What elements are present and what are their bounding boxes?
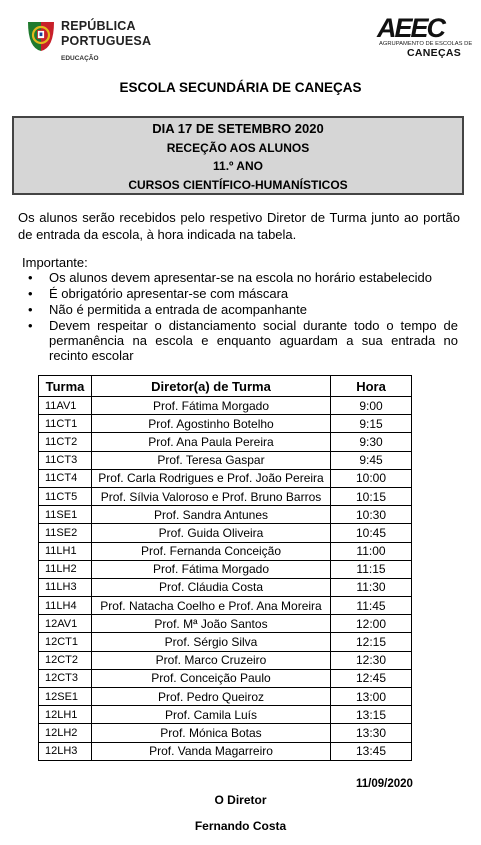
table-row (39, 451, 412, 469)
cell-hora: 12:30 (331, 651, 412, 669)
table-row (39, 597, 412, 615)
cell-turma: 12LH2 (39, 724, 92, 742)
cell-hora: 11:45 (331, 597, 412, 615)
table-row (39, 487, 412, 505)
cell-director: Prof. Marco Cruzeiro (92, 651, 331, 669)
cell-turma: 12LH3 (39, 742, 92, 760)
cell-hora: 9:45 (331, 451, 412, 469)
school-group-logo (373, 13, 473, 59)
cell-turma: 11SE2 (39, 524, 92, 542)
table-row (39, 506, 412, 524)
bullet-icon: • (28, 270, 33, 285)
banner-event: RECEÇÃO AOS ALUNOS (166, 141, 310, 155)
cell-turma: 12CT2 (39, 651, 92, 669)
cell-director: Prof. Conceição Paulo (92, 669, 331, 687)
cell-hora: 12:45 (331, 669, 412, 687)
cell-director: Prof. Fátima Morgado (92, 560, 331, 578)
cell-hora: 13:00 (331, 688, 412, 706)
cell-director: Prof. Cláudia Costa (92, 578, 331, 596)
cell-hora: 13:15 (331, 706, 412, 724)
table-body (39, 397, 412, 761)
cell-turma: 12CT1 (39, 633, 92, 651)
cell-turma: 12AV1 (39, 615, 92, 633)
cell-turma: 11CT3 (39, 451, 92, 469)
cell-director: Prof. Sérgio Silva (92, 633, 331, 651)
rule-text: Devem respeitar o distanciamento social durante todo o tempo de permanência na escola e enquanto aguardam a sua entrada no recinto escolar (49, 318, 458, 363)
cell-turma: 11LH3 (39, 578, 92, 596)
column-header-hora: Hora (331, 376, 412, 397)
banner-date: DIA 17 DE SETEMBRO 2020 (152, 121, 324, 136)
cell-hora: 10:00 (331, 469, 412, 487)
cell-director: Prof. Sílvia Valoroso e Prof. Bruno Barros (92, 487, 331, 505)
table-row (39, 706, 412, 724)
cell-hora: 9:15 (331, 415, 412, 433)
cell-hora: 10:45 (331, 524, 412, 542)
table-row (39, 415, 412, 433)
gov-line-2: PORTUGUESA (61, 34, 152, 48)
cell-hora: 9:30 (331, 433, 412, 451)
table-row (39, 433, 412, 451)
rule-text: Não é permitida a entrada de acompanhante (49, 302, 308, 317)
table-row (39, 633, 412, 651)
rules-list (22, 270, 458, 364)
table-row (39, 669, 412, 687)
republica-portuguesa-logo (26, 16, 166, 66)
cell-director: Prof. Vanda Magarreiro (92, 742, 331, 760)
cell-director: Prof. Teresa Gaspar (92, 451, 331, 469)
column-header-director: Diretor(a) de Turma (92, 376, 331, 397)
signer-name: Fernando Costa (194, 819, 287, 833)
table-row (39, 397, 412, 415)
portuguese-emblem-icon (26, 18, 56, 52)
cell-director: Prof. Camila Luís (92, 706, 331, 724)
gov-department: EDUCAÇÃO (61, 55, 99, 62)
cell-hora: 13:45 (331, 742, 412, 760)
bullet-icon: • (28, 302, 33, 317)
cell-turma: 12LH1 (39, 706, 92, 724)
cell-hora: 11:30 (331, 578, 412, 596)
cell-hora: 11:15 (331, 560, 412, 578)
table-row (39, 615, 412, 633)
rule-text: É obrigatório apresentar-se com máscara (49, 286, 289, 301)
cell-turma: 11CT4 (39, 469, 92, 487)
document-date: 11/09/2020 (356, 778, 413, 790)
cell-director: Prof. Ana Paula Pereira (92, 433, 331, 451)
schedule-table (38, 375, 412, 761)
cell-turma: 11LH1 (39, 542, 92, 560)
cell-turma: 12CT3 (39, 669, 92, 687)
rule-item (22, 286, 458, 301)
cell-hora: 10:15 (331, 487, 412, 505)
school-logo-group-text: AGRUPAMENTO DE ESCOLAS DE (379, 41, 473, 47)
school-logo-mark: AEEC (377, 13, 445, 43)
important-label: Importante: (22, 255, 88, 270)
school-logo-name: CANEÇAS (407, 47, 462, 59)
cell-hora: 10:30 (331, 506, 412, 524)
cell-director: Prof. Fátima Morgado (92, 397, 331, 415)
cell-turma: 11CT1 (39, 415, 92, 433)
banner-year: 11.º ANO (213, 159, 263, 173)
cell-hora: 12:15 (331, 633, 412, 651)
bullet-icon: • (28, 318, 33, 333)
rule-item (22, 302, 458, 317)
cell-turma: 11LH4 (39, 597, 92, 615)
event-banner (12, 116, 464, 195)
intro-paragraph: Os alunos serão recebidos pelo respetivo Diretor de Turma junto ao portão de entrada da escola, à hora indicada na tabela. (18, 210, 460, 242)
cell-turma: 12SE1 (39, 688, 92, 706)
cell-hora: 12:00 (331, 615, 412, 633)
cell-turma: 11SE1 (39, 506, 92, 524)
cell-director: Prof. Mª João Santos (92, 615, 331, 633)
school-title: ESCOLA SECUNDÁRIA DE CANEÇAS (119, 80, 362, 95)
signer-role: O Diretor (214, 793, 267, 807)
table-row (39, 651, 412, 669)
cell-turma: 11LH2 (39, 560, 92, 578)
table-row (39, 560, 412, 578)
rule-item (22, 270, 458, 285)
rule-item (22, 318, 458, 363)
cell-director: Prof. Sandra Antunes (92, 506, 331, 524)
cell-hora: 11:00 (331, 542, 412, 560)
cell-turma: 11CT2 (39, 433, 92, 451)
gov-line-1: REPÚBLICA (61, 19, 136, 33)
cell-director: Prof. Fernanda Conceição (92, 542, 331, 560)
banner-courses: CURSOS CIENTÍFICO-HUMANÍSTICOS (128, 178, 348, 192)
cell-director: Prof. Agostinho Botelho (92, 415, 331, 433)
table-row (39, 724, 412, 742)
table-row (39, 578, 412, 596)
cell-director: Prof. Pedro Queiroz (92, 688, 331, 706)
cell-director: Prof. Guida Oliveira (92, 524, 331, 542)
bullet-icon: • (28, 286, 33, 301)
table-row (39, 524, 412, 542)
cell-turma: 11AV1 (39, 397, 92, 415)
cell-director: Prof. Carla Rodrigues e Prof. João Pereira (92, 469, 331, 487)
table-row (39, 688, 412, 706)
cell-hora: 13:30 (331, 724, 412, 742)
cell-hora: 9:00 (331, 397, 412, 415)
table-row (39, 542, 412, 560)
table-header-row (39, 376, 412, 397)
cell-director: Prof. Natacha Coelho e Prof. Ana Moreira (92, 597, 331, 615)
table-row (39, 469, 412, 487)
cell-turma: 11CT5 (39, 487, 92, 505)
cell-director: Prof. Mónica Botas (92, 724, 331, 742)
rule-text: Os alunos devem apresentar-se na escola no horário estabelecido (49, 270, 433, 285)
column-header-turma: Turma (39, 376, 92, 397)
table-row (39, 742, 412, 760)
